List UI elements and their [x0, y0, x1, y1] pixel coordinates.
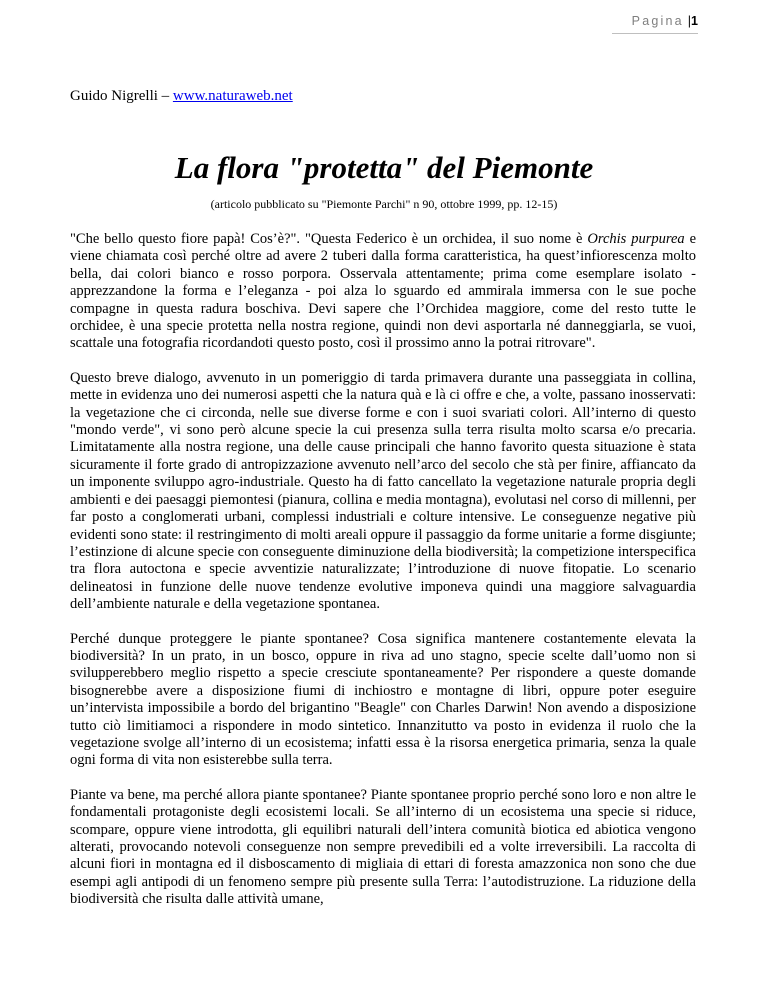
article-title: La flora "protetta" del Piemonte [174, 150, 594, 185]
page-header [632, 14, 698, 28]
author-name: Guido Nigrelli – [70, 88, 173, 104]
paragraph-1-text-c: e viene chiamata così perché oltre ad avere 2 tuberi dalla forma caratteristica, ha quest’infiorescenza molto bella, dai colori bianco e rosso porpora. Osservala attentamente; prima come esemplare isolato - apprezzandone la forma e l’eleganza - poi alza lo sguardo ed ammirala immersa con le sue poche compagne in questa radura boschiva. Devi sapere che l’Orchidea maggiore, come del resto tutte le orchidee, è una specie protetta nella nostra regione, quindi non devi asportarla né danneggiarla, se vuoi, scattale una fotografia ricordandoti questo posto, così il prossimo anno la potrai ritrovare". [70, 231, 697, 352]
article-subtitle: (articolo pubblicato su "Piemonte Parchi" n 90, ottobre 1999, pp. 12-15) [210, 197, 558, 211]
page-separator: | [687, 14, 692, 28]
article-body [70, 231, 696, 909]
page-label: Pagina [631, 14, 684, 28]
paragraph-4: Piante va bene, ma perché allora piante spontanee? Piante spontanee proprio perché sono loro e non altre le fondamentali protagoniste degli ecosistemi locali. Se all’interno di un ecosistema una specie si riduce, scompare, oppure viene introdotta, gli equilibri naturali dell’intera comunità biotica ed abiotica vengono alterati, provocando notevoli conseguenze non sempre prevedibili ed a volte irreversibili. La raccolta di alcuni fiori in montagna ed il disboscamento di migliaia di ettari di foresta amazzonica non sono che due esempi agli antipodi di un fenomeno sempre più presente sulla Terra: l’autodistruzione. La riduzione della biodiversità che risulta dalle attività umane, [70, 786, 696, 908]
paragraph-2: Questo breve dialogo, avvenuto in un pomeriggio di tarda primavera durante una passeggiata in collina, mette in evidenza uno dei numerosi aspetti che la natura quà e là ci offre e che, a volte, passano inosservati: la vegetazione che ci circonda, nelle sue diverse forme e con i suoi svariati colori. All’interno di questo "mondo verde", vi sono però alcune specie la cui presenza sulla terra risulta molto scarsa e/o precaria. Limitatamente alla nostra regione, una delle cause principali che hanno favorito questa situazione è stata sicuramente il forte grado di antropizzazione avvenuto nell’arco del secolo che stà per finire, affiancato da un imponente sviluppo agro-industriale. Questo ha di fatto cancellato la vegetazione naturale propria degli ambienti e dei paesaggi piemontesi (pianura, collina e media montagna), evolutasi nel corso di millenni, per far posto a conglomerati urbani, complessi industriali e colture intensive. Le conseguenze negative più evidenti sono state: il restringimento di molti areali oppure il passaggio da forme unitarie a forme disgiunte; l’estinzione di alcune specie con conseguente diminuzione della biodiversità; la competizione interspecifica tra flora autoctona e specie avventizie naturalizzate; l’introduzione di nuove fitopatie. Lo scenario delineatosi in funzione delle nuove tendenze evolutive imponeva quindi una maggiore salvaguardia dell’ambiente naturale e della vegetazione spontanea. [70, 369, 696, 613]
paragraph-3: Perché dunque proteggere le piante spontanee? Cosa significa mantenere costantemente elevata la biodiversità? In un prato, in un bosco, oppure in riva ad uno stagno, specie scelte dall’uomo non si svilupperebbero meglio rispetto a specie cresciute spontaneamente? Per rispondere a queste domande bisognerebbe avere a disposizione fiumi di inchiostro e montagne di libri, oppure poter eseguire un’intervista impossibile a bordo del brigantino "Beagle" con Charles Darwin! Non avendo a disposizione tutto ciò limitiamoci a rispondere in modo sintetico. Innanzitutto va posto in evidenza il ruolo che la vegetazione svolge all’interno di un ecosistema; infatti essa è la risorsa energetica primaria, senza la quale ogni forma di vita non esisterebbe sulla terra. [70, 630, 696, 769]
author-line [70, 88, 293, 105]
paragraph-1 [70, 231, 696, 353]
header-rule [612, 33, 698, 34]
page-number: 1 [691, 14, 698, 28]
paragraph-1-text-a: "Che bello questo fiore papà! Cos’è?". "Questa Federico è un orchidea, il suo nome è [70, 231, 588, 247]
author-website-link[interactable]: www.naturaweb.net [172, 88, 293, 104]
species-name: Orchis purpurea [587, 231, 685, 247]
